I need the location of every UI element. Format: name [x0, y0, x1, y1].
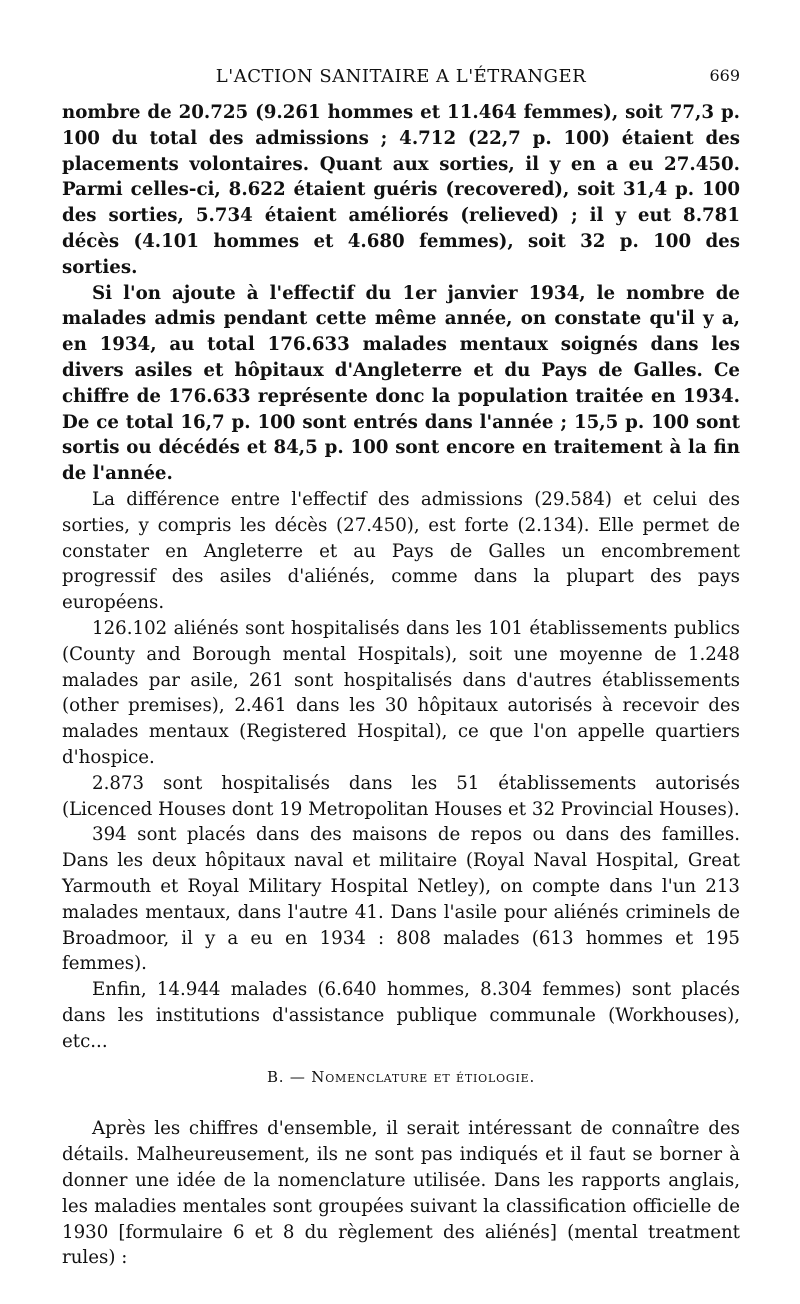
- running-header: [62, 62, 740, 92]
- paragraph-licenced-houses: 2.873 sont hospitalisés dans les 51 établissements autorisés (Licenced Houses dont 19 Metropolitan Houses et 32 Provincial Houses).: [62, 772, 740, 820]
- paragraph-nomenclature: Après les chiffres d'ensemble, il serait intéressant de connaître des détails. Malheureusement, ils ne sont pas indiqués et il faut se borner à donner une idée de la nomenclature utilisée. Dans les rapports anglais, les maladies mentales sont groupées suivant la classification officielle de 1930 [formulaire 6 et 8 du règlement des aliénés] (mental treatment rules) :: [62, 1118, 740, 1269]
- paragraph-difference-admissions: La différence entre l'effectif des admissions (29.584) et celui des sorties, y compris les décès (27.450), est forte (2.134). Elle permet de constater en Angleterre et au Pays de Galles un encombrement progressif des asiles d'aliénés, comme dans la plupart des pays européens.: [62, 488, 740, 614]
- section-heading: B. — Nomenclature et étiologie.: [266, 1068, 536, 1087]
- paragraph-workhouses: Enfin, 14.944 malades (6.640 hommes, 8.304 femmes) sont placés dans les institutions d'assistance publique communale (Workhouses), etc...: [62, 979, 740, 1052]
- paragraph-admissions-sorties: nombre de 20.725 (9.261 hommes et 11.464 femmes), soit 77,3 p. 100 du total des admissions ; 4.712 (22,7 p. 100) étaient des placements volontaires. Quant aux sorties, il y en a eu 27.450. Parmi celles-ci, 8.622 étaient guéris (recovered), soit 31,4 p. 100 des sorties, 5.734 étaient améliorés (relieved) ; il y eut 8.781 décès (4.101 hommes et 4.680 femmes), soit 32 p. 100 des sorties.: [62, 102, 740, 278]
- page-number: 669: [709, 66, 740, 85]
- paragraph-maisons-de-repos: 394 sont placés dans des maisons de repos ou dans des familles. Dans les deux hôpitaux naval et militaire (Royal Naval Hospital, Great Yarmouth et Royal Military Hospital Netley), on compte dans l'un 213 malades mentaux, dans l'autre 41. Dans l'asile pour aliénés criminels de Broadmoor, il y a eu en 1934 : 808 malades (613 hommes et 195 femmes).: [62, 824, 740, 975]
- running-title: L'ACTION SANITAIRE A L'ÉTRANGER: [215, 66, 587, 87]
- document-page: [62, 62, 740, 1271]
- paragraph-etablissements-publics: 126.102 aliénés sont hospitalisés dans les 101 établissements publics (County and Borough mental Hospitals), soit une moyenne de 1.248 malades par asile, 261 sont hospitalisés dans d'autres établissements (other premises), 2.461 dans les 30 hôpitaux autorisés à recevoir des malades mentaux (Registered Hospital), ce que l'on appelle quartiers d'hospice.: [62, 617, 740, 768]
- paragraph-population-traitee: Si l'on ajoute à l'effectif du 1er janvier 1934, le nombre de malades admis pendant cette même année, on constate qu'il y a, en 1934, au total 176.633 malades mentaux soignés dans les divers asiles et hôpitaux d'Angleterre et du Pays de Galles. Ce chiffre de 176.633 représente donc la population traitée en 1934. De ce total 16,7 p. 100 sont entrés dans l'année ; 15,5 p. 100 sont sortis ou décédés et 84,5 p. 100 sont encore en traitement à la fin de l'année.: [62, 282, 740, 485]
